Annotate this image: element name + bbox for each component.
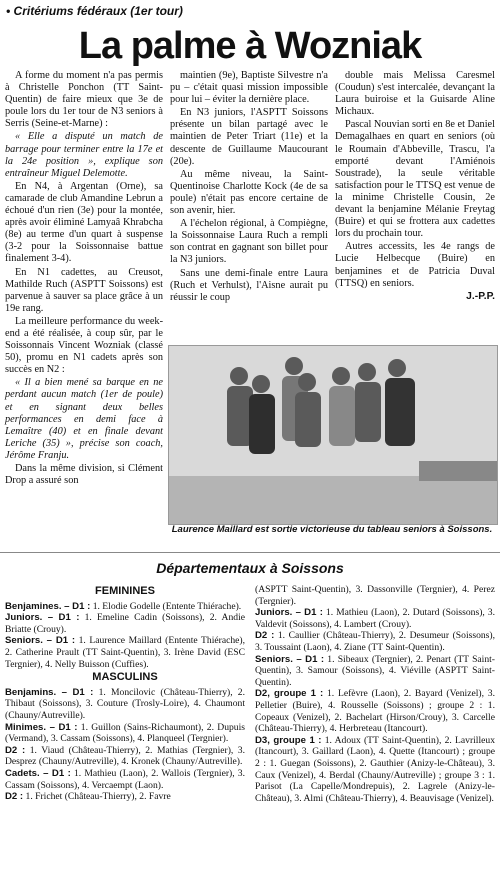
feminines-heading: FEMININES [95, 585, 155, 597]
players-photo-illustration [169, 346, 497, 524]
result-entry: (ASPTT Saint-Quentin), 3. Dassonville (Tergnier), 4. Perez (Tergnier). [255, 584, 495, 607]
result-entry: Juniors. – D1 : 1. Emeline Cadin (Soissons), 2. Andie Briatte (Crouy). [5, 612, 245, 635]
article-paragraph: « Il a bien mené sa barque en ne perdant aucun match (1er de poule) et en signant deux belles performances en demi face à Lemaître (40) et en finale devant Leriche (35) », précise son coach, Jérôme Franju. [5, 377, 163, 461]
results-subhead: Départementaux à Soissons [156, 560, 344, 576]
article-paragraph: En N1 cadettes, au Creusot, Mathilde Ruch (ASPTT Soissons) est parvenue à sauver sa place grâce à un 19e rang. [5, 266, 163, 314]
article-paragraph: La meilleure performance du week-end a été réalisée, à coup sûr, par le Soissonnais Vincent Wozniak (classé 50), promu en N1 cadets après son succès en N2 : [5, 315, 163, 376]
headline: La palme à Wozniak [78, 25, 422, 67]
article-column-2 [170, 70, 328, 305]
result-entry: Benjamins. – D1 : 1. Moncilovic (Château-Thierry), 2. Thibaut (Soissons), 3. Couture (Trosly-Loire), 4. Chaumont (Chauny/Autreville). [5, 686, 245, 721]
article-paragraph: En N3 juniors, l'ASPTT Soissons présente un bilan partagé avec le maintien de Peter Triart (11e) et la descente de Guillaume Maucourant (20e). [170, 107, 328, 167]
article-paragraph: A l'échelon régional, à Compiègne, la Soissonnaise Laura Ruch a rempli son contrat en gagnant son billet pour la N3 juniors. [170, 218, 328, 266]
article-paragraph: En N4, à Argentan (Orne), sa camarade de club Amandine Lebrun a échoué d'un rien (3e) pour la montée, après avoir éliminé Lamyaâ Khrabcha (8e) au terme d'un quart à suspense (3-2 pour la Soissonnaise battue finalement 3-4). [5, 180, 163, 265]
article-paragraph: « Elle a disputé un match de barrage pour terminer entre la 17e et la 24e position », explique son entraîneur Miguel Delemotte. [5, 131, 163, 179]
team-photo [168, 345, 498, 525]
result-entry: D2 : 1. Caullier (Château-Thierry), 2. Desumeur (Soissons), 3. Toussaint (Laon), 4. Ziane (TT Saint-Quentin). [255, 630, 495, 653]
article-paragraph: Au même niveau, la Saint-Quentinoise Charlotte Kock (4e de sa poule) n'était pas encore certaine de son avenir, hier. [170, 168, 328, 217]
result-entry: D2 : 1. Viaud (Château-Thierry), 2. Mathias (Tergnier), 3. Desprez (Chauny/Autreville), 4. Kronek (Chauny/Autreville). [5, 744, 245, 768]
masculins-heading: MASCULINS [92, 671, 158, 684]
article-column-3 [335, 70, 495, 303]
result-entry: Seniors. – D1 : 1. Sibeaux (Tergnier), 2. Penart (TT Saint-Quentin), 3. Samour (Soissons), 4. Viéville (ASPTT Saint-Quentin). [255, 653, 495, 688]
article-paragraph: Autres accessits, les 4e rangs de Lucie Helbecque (Buire) en benjamines et de Patricia Duval (TTSQ) en seniors. [335, 241, 495, 289]
signature: J.-P.P. [466, 290, 495, 302]
result-entry: Minimes. – D1 : 1. Guillon (Sains-Richaumont), 2. Dupuis (Vermand), 3. Cassam (Soissons), 4. Planqueel (Tergnier). [5, 721, 245, 745]
result-entry: D2, groupe 1 : 1. Lefèvre (Laon), 2. Bayard (Venizel), 3. Pelletier (Buire), 4. Rousselle (Soissons) ; groupe 2 : 1. Copeaux (Venizel), 2. Bachelart (Hirson/Crouy), 3. Carcelle (Château-Thierry), 4. Herbreteau (Itancourt). [255, 688, 495, 735]
photo-caption: Laurence Maillard est sortie victorieuse du tableau seniors à Soissons. [171, 524, 493, 535]
section-kicker: • Critériums fédéraux (1er tour) [6, 4, 183, 18]
result-entry: D2 : 1. Frichet (Château-Thierry), 2. Favre [5, 791, 171, 803]
article-paragraph: A forme du moment n'a pas permis à Christelle Ponchon (TT Saint-Quentin) de faire mieux que 3e de poule lors du 1er tour de N3 seniors à Serris (Seine-et-Marne) : [5, 70, 163, 130]
article-paragraph: Dans la même division, si Clément Drop a assuré son [5, 463, 163, 487]
results-left-column [5, 584, 245, 803]
result-entry: Benjamines. – D1 : 1. Elodie Godelle (Entente Thiérache). [5, 600, 242, 612]
result-entry: D3, groupe 1 : 1. Adoux (TT Saint-Quentin), 2. Lavrilleux (Itancourt), 3. Gaillard (Laon), 4. Quette (Itancourt) ; groupe 2 : 1. Guegan (Soissons), 2. Gauthier (Anizy-le-Château), 3. Caux (Venizel), 4. Berdal (Chauny/Autreville) ; groupe 3 : 1. Parisot (La Capelle/Mondrepuis), 2. Lagrele (Anizy-le-Château), 3. Almi (Château-Thierry), 4. Beauvisage (Venizel). [255, 734, 495, 804]
article-paragraph: Pascal Nouvian sorti en 8e et Daniel Demagalhaes en quart en seniors (où le Roumain d'Abbeville, Trascu, l'a emporté devant l'Amiénois Soustrade), la seule véritable satisfaction pour le TTSQ est venue de la minime Christelle Cousin, 2e devant la benjamine Mélanie Freytag (Buire) et qui se frottera aux cadettes lors du prochain tour. [335, 119, 495, 240]
article-paragraph: maintien (9e), Baptiste Silvestre n'a pu – c'était quasi mission impossible pour lui – éviter la dernière place. [170, 70, 328, 106]
result-entry: Cadets. – D1 : 1. Mathieu (Laon), 2. Wallois (Tergnier), 3. Cassam (Soissons), 4. Vercaempt (Laon). [5, 767, 245, 791]
result-entry: Juniors. – D1 : 1. Mathieu (Laon), 2. Dutard (Soissons), 3. Valdevit (Soissons), 4. Lambert (Crouy). [255, 607, 496, 630]
article-paragraph: Sans une demi-finale entre Laura (Ruch et Verhulst), l'Aisne aurait pu réussir le coup [170, 267, 328, 303]
article-column-1 [5, 70, 163, 488]
results-right-column [255, 584, 495, 804]
result-entry: Seniors. – D1 : 1. Laurence Maillard (Entente Thiérache), 2. Catherine Prault (TT Saint-Quentin), 3. Irène David (ESC Tergnier), 4. Nelly Buisson (Cuffies). [5, 635, 245, 670]
divider [0, 552, 500, 553]
article-paragraph: double mais Melissa Caresmel (Coudun) s'est intercalée, devançant la Laura buiroise et la Guisarde Aline Michaux. [335, 70, 495, 118]
